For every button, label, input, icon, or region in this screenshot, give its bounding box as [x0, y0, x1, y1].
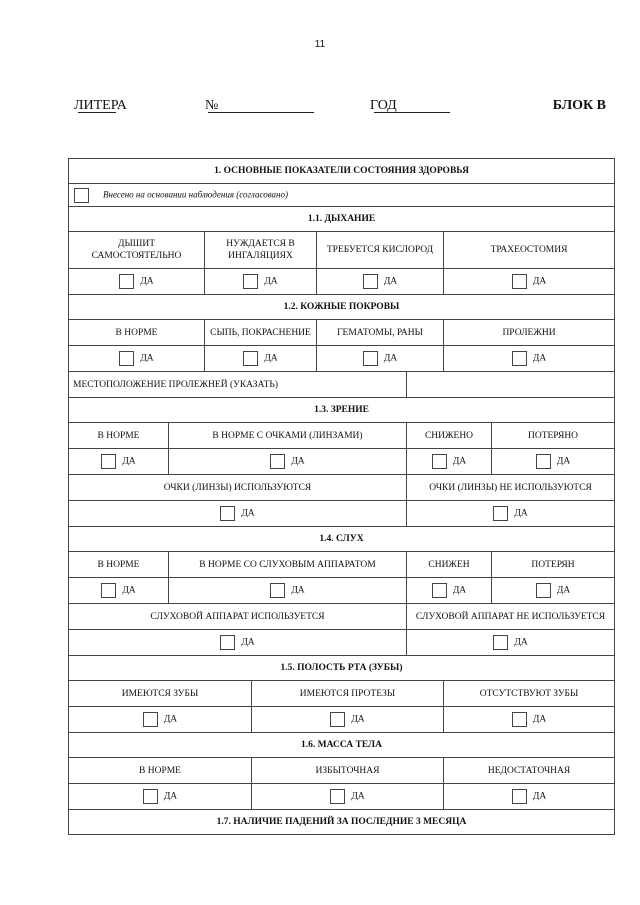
- checkbox[interactable]: [493, 506, 508, 521]
- vision-option: В НОРМЕ С ОЧКАМИ (ЛИНЗАМИ): [169, 423, 407, 449]
- checkbox[interactable]: [512, 274, 527, 289]
- yes-label: ДА: [163, 714, 178, 725]
- hearing-yes-cell: [169, 578, 407, 604]
- yes-label: ДА: [452, 585, 467, 596]
- yes-label: ДА: [122, 456, 136, 467]
- vision-option: В НОРМЕ: [69, 423, 169, 449]
- breathing-title: 1.1. ДЫХАНИЕ: [69, 207, 615, 232]
- breathing-option: ТРАХЕОСТОМИЯ: [444, 232, 615, 269]
- checkbox[interactable]: [243, 274, 258, 289]
- checkbox[interactable]: [432, 583, 447, 598]
- mouth-title: 1.5. ПОЛОСТЬ РТА (ЗУБЫ): [69, 656, 615, 681]
- page-number: 11: [314, 39, 326, 50]
- vision-yes-cell: [407, 449, 492, 475]
- weight-title: 1.6. МАССА ТЕЛА: [69, 733, 615, 758]
- mouth-yes-cell: [252, 707, 444, 733]
- mouth-yes-cell: [69, 707, 252, 733]
- skin-title: 1.2. КОЖНЫЕ ПОКРОВЫ: [69, 295, 615, 320]
- checkbox[interactable]: [270, 583, 285, 598]
- hearing-option: ПОТЕРЯН: [492, 552, 615, 578]
- observation-row: [69, 184, 615, 207]
- checkbox[interactable]: [243, 351, 258, 366]
- skin-option: ПРОЛЕЖНИ: [444, 320, 615, 346]
- checkbox[interactable]: [101, 454, 116, 469]
- yes-label: ДА: [241, 637, 255, 648]
- yes-label: ДА: [291, 456, 305, 467]
- yes-label: ДА: [532, 791, 547, 802]
- yes-label: ДА: [532, 714, 547, 725]
- litera-field[interactable]: [78, 98, 116, 113]
- yes-label: ДА: [532, 353, 547, 364]
- yes-label: ДА: [122, 585, 136, 596]
- glasses-used-cell: [69, 501, 407, 527]
- checkbox[interactable]: [220, 506, 235, 521]
- yes-label: ДА: [140, 353, 154, 364]
- number-field[interactable]: [208, 98, 314, 113]
- yes-label: ДА: [163, 791, 178, 802]
- hearing-aid-not-used-cell: [407, 630, 615, 656]
- falls-title: 1.7. НАЛИЧИЕ ПАДЕНИЙ ЗА ПОСЛЕДНИЕ 3 МЕСЯЦА: [69, 810, 615, 835]
- checkbox[interactable]: [143, 789, 158, 804]
- mouth-option: ОТСУТСТВУЮТ ЗУБЫ: [444, 681, 615, 707]
- breathing-yes-cell: [205, 269, 317, 295]
- yes-label: ДА: [291, 585, 305, 596]
- breathing-option: НУЖДАЕТСЯ В ИНГАЛЯЦИЯХ: [205, 232, 317, 269]
- hearing-title: 1.4. СЛУХ: [69, 527, 615, 552]
- hearing-aid-used-cell: [69, 630, 407, 656]
- vision-yes-cell: [69, 449, 169, 475]
- yes-label: ДА: [452, 456, 467, 467]
- hearing-aid-used-label: СЛУХОВОЙ АППАРАТ ИСПОЛЬЗУЕТСЯ: [69, 604, 407, 630]
- checkbox[interactable]: [119, 351, 134, 366]
- glasses-not-used-label: ОЧКИ (ЛИНЗЫ) НЕ ИСПОЛЬЗУЮТСЯ: [407, 475, 615, 501]
- skin-yes-cell: [205, 346, 317, 372]
- hearing-option: В НОРМЕ СО СЛУХОВЫМ АППАРАТОМ: [169, 552, 407, 578]
- checkbox[interactable]: [101, 583, 116, 598]
- breathing-yes-cell: [69, 269, 205, 295]
- mouth-option: ИМЕЮТСЯ ЗУБЫ: [69, 681, 252, 707]
- hearing-yes-cell: [407, 578, 492, 604]
- mouth-option: ИМЕЮТСЯ ПРОТЕЗЫ: [252, 681, 444, 707]
- checkbox[interactable]: [512, 351, 527, 366]
- weight-yes-cell: [444, 784, 615, 810]
- year-label: ГОД: [370, 98, 397, 113]
- checkbox[interactable]: [330, 789, 345, 804]
- yes-label: ДА: [264, 353, 278, 364]
- vision-yes-cell: [492, 449, 615, 475]
- number-label: №: [205, 98, 219, 113]
- skin-option: ГЕМАТОМЫ, РАНЫ: [317, 320, 444, 346]
- litera-label: ЛИТЕРА: [74, 98, 127, 113]
- breathing-option: ТРЕБУЕТСЯ КИСЛОРОД: [317, 232, 444, 269]
- hearing-yes-cell: [69, 578, 169, 604]
- yes-label: ДА: [383, 353, 398, 364]
- checkbox[interactable]: [363, 274, 378, 289]
- skin-yes-cell: [444, 346, 615, 372]
- skin-option: СЫПЬ, ПОКРАСНЕНИЕ: [205, 320, 317, 346]
- checkbox[interactable]: [143, 712, 158, 727]
- checkbox[interactable]: [493, 635, 508, 650]
- yes-label: ДА: [241, 508, 255, 519]
- hearing-aid-not-used-label: СЛУХОВОЙ АППАРАТ НЕ ИСПОЛЬЗУЕТСЯ: [407, 604, 615, 630]
- yes-label: ДА: [556, 585, 571, 596]
- checkbox[interactable]: [536, 583, 551, 598]
- yes-label: ДА: [140, 276, 154, 287]
- breathing-yes-cell: [444, 269, 615, 295]
- mouth-yes-cell: [444, 707, 615, 733]
- weight-yes-cell: [252, 784, 444, 810]
- yes-label: ДА: [514, 637, 528, 648]
- hearing-option: В НОРМЕ: [69, 552, 169, 578]
- hearing-option: СНИЖЕН: [407, 552, 492, 578]
- vision-option: ПОТЕРЯНО: [492, 423, 615, 449]
- year-field[interactable]: [374, 98, 450, 113]
- checkbox[interactable]: [119, 274, 134, 289]
- health-form-table: [68, 158, 615, 835]
- checkbox[interactable]: [512, 789, 527, 804]
- checkbox[interactable]: [536, 454, 551, 469]
- pressure-sore-location-label: МЕСТОПОЛОЖЕНИЕ ПРОЛЕЖНЕЙ (УКАЗАТЬ): [69, 372, 407, 398]
- hearing-yes-cell: [492, 578, 615, 604]
- yes-label: ДА: [556, 456, 571, 467]
- yes-label: ДА: [264, 276, 278, 287]
- glasses-not-used-cell: [407, 501, 615, 527]
- glasses-used-label: ОЧКИ (ЛИНЗЫ) ИСПОЛЬЗУЮТСЯ: [69, 475, 407, 501]
- breathing-option: ДЫШИТ САМОСТОЯТЕЛЬНО: [69, 232, 205, 269]
- yes-label: ДА: [351, 791, 365, 802]
- checkbox[interactable]: [363, 351, 378, 366]
- observation-note: Внесено на основании наблюдения (согласовано): [103, 189, 289, 200]
- section-title: 1. ОСНОВНЫЕ ПОКАЗАТЕЛИ СОСТОЯНИЯ ЗДОРОВЬЯ: [69, 159, 615, 184]
- skin-yes-cell: [317, 346, 444, 372]
- checkbox[interactable]: [220, 635, 235, 650]
- skin-option: В НОРМЕ: [69, 320, 205, 346]
- weight-option: НЕДОСТАТОЧНАЯ: [444, 758, 615, 784]
- yes-label: ДА: [383, 276, 398, 287]
- weight-option: В НОРМЕ: [69, 758, 252, 784]
- vision-yes-cell: [169, 449, 407, 475]
- yes-label: ДА: [532, 276, 547, 287]
- yes-label: ДА: [351, 714, 365, 725]
- weight-option: ИЗБЫТОЧНАЯ: [252, 758, 444, 784]
- weight-yes-cell: [69, 784, 252, 810]
- pressure-sore-location-field[interactable]: [407, 372, 615, 398]
- breathing-yes-cell: [317, 269, 444, 295]
- block-label: БЛОК В: [552, 98, 606, 113]
- yes-label: ДА: [514, 508, 528, 519]
- checkbox[interactable]: [512, 712, 527, 727]
- vision-option: СНИЖЕНО: [407, 423, 492, 449]
- checkbox[interactable]: [330, 712, 345, 727]
- observation-checkbox[interactable]: [74, 188, 89, 203]
- checkbox[interactable]: [432, 454, 447, 469]
- checkbox[interactable]: [270, 454, 285, 469]
- vision-title: 1.3. ЗРЕНИЕ: [69, 398, 615, 423]
- skin-yes-cell: [69, 346, 205, 372]
- document-header: [74, 98, 606, 118]
